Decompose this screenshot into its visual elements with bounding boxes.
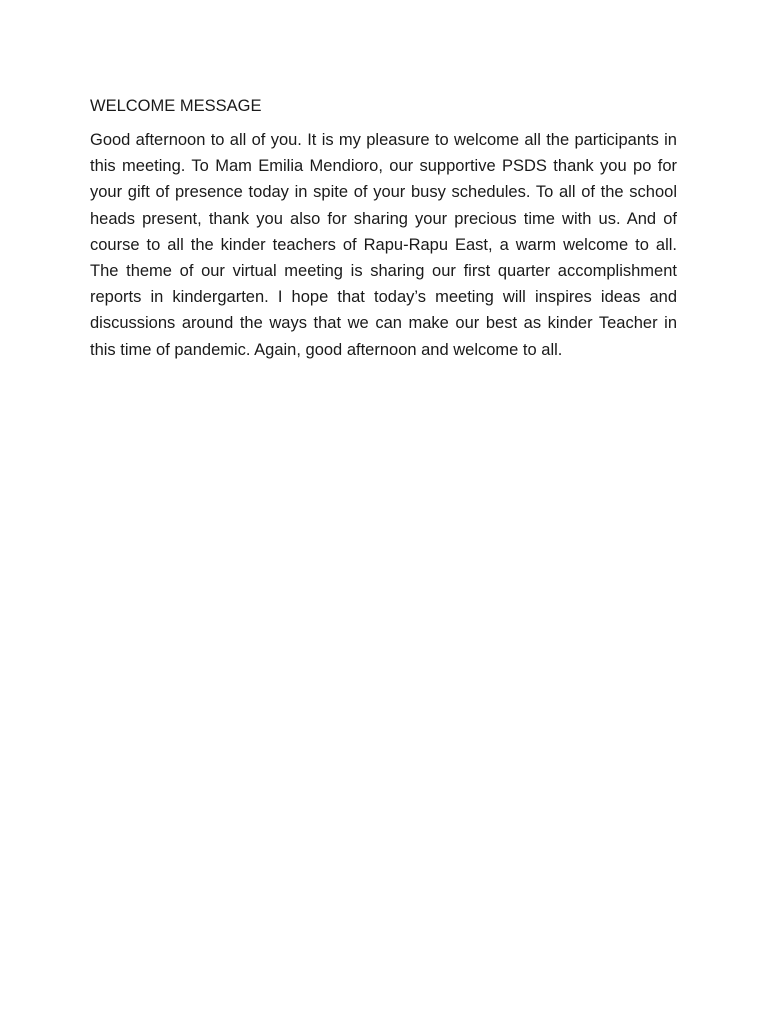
document-content — [90, 93, 677, 363]
page-title: WELCOME MESSAGE — [90, 97, 262, 115]
welcome-message-paragraph: Good afternoon to all of you. It is my pleasure to welcome all the participants in this meeting. To Mam Emilia Mendioro, our supportive PSDS thank you po for your gift of presence today in spite of your busy schedules. To all of the school heads present, thank you also for sharing your precious time with us. And of course to all the kinder teachers of Rapu-Rapu East, a warm welcome to all. The theme of our virtual meeting is sharing our first quarter accomplishment reports in kindergarten. I hope that today’s meeting will inspires ideas and discussions around the ways that we can make our best as kinder Teacher in this time of pandemic. Again, good afternoon and welcome to all. — [90, 131, 677, 359]
